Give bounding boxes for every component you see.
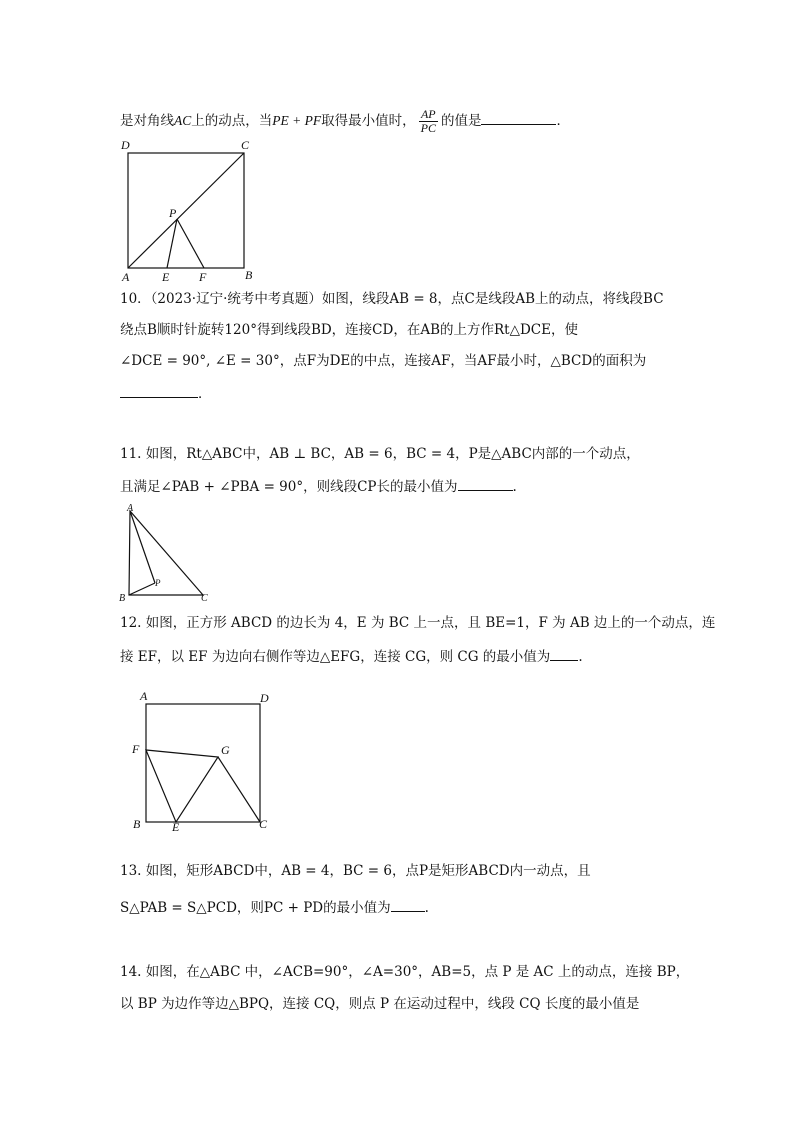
q12-text-end: . (578, 649, 583, 665)
q12-segment-cg (218, 757, 260, 822)
q12-label-f: F (132, 742, 140, 756)
q12-square (146, 704, 260, 822)
q9-diagonal (128, 153, 244, 268)
q9-text-post: 的值是 (440, 113, 482, 129)
q9-label-f: F (199, 270, 207, 284)
q9-diagonal-ac: AC (174, 113, 192, 128)
q11-label-b: B (119, 593, 126, 604)
q13-line-2-text: S△PAB = S△PCD，则PC + PD的最小值为 (120, 900, 391, 916)
q11-label-c: C (201, 593, 208, 604)
q10-line-3: ∠DCE = 90°, ∠E = 30°，点F为DE的中点，连接AF，当AF最小时，△BCD的面积为 (120, 353, 647, 369)
q9-square-figure (115, 135, 275, 285)
q11-line-2 (120, 476, 517, 497)
q13-line-1: 13. 如图，矩形ABCD中，AB = 4，BC = 6，点P是矩形ABCD内一动点，且 (120, 863, 591, 879)
q11-label-a: A (127, 503, 134, 514)
q11-line-1: 11. 如图，Rt△ABC中，AB ⊥ BC，AB = 6，BC = 4，P是△ABC内部的一个动点， (120, 446, 640, 462)
q14-line-2: 以 BP 为边作等边△BPQ，连接 CQ，则点 P 在运动过程中，线段 CQ 长度的最小值是 (120, 996, 640, 1012)
q9-text-mid1: 上的动点，当 (191, 113, 273, 129)
q12-line-2 (120, 646, 583, 667)
q11-segment-bp (129, 583, 155, 595)
q9-label-c: C (241, 138, 250, 152)
q9-text-end: ． (556, 113, 570, 129)
q9-text-mid2: 取得最小值时， (321, 113, 416, 129)
q12-line-2-text: 接 EF，以 EF 为边向右侧作等边△EFG，连接 CG，则 CG 的最小值为 (120, 649, 551, 665)
q9-fraction (419, 108, 438, 135)
q12-label-e: E (172, 820, 180, 834)
q13-answer-blank (391, 897, 425, 912)
q14-line-1: 14. 如图，在△ABC 中，∠ACB=90°，∠A=30°，AB=5，点 P 是 AC 上的动点，连接 BP， (120, 964, 690, 980)
q9-fraction-numerator: AP (419, 108, 438, 122)
q10-answer-line (120, 383, 212, 404)
q11-segment-ap (130, 511, 155, 583)
q9-label-d: D (121, 138, 130, 152)
q12-answer-blank (550, 646, 578, 661)
q9-segment-pf (177, 219, 204, 268)
q9-answer-blank (481, 110, 556, 125)
q12-label-g: G (221, 743, 230, 757)
q10-line-1: 10．（2023·辽宁·统考中考真题）如图，线段AB = 8，点C是线段AB上的动点，将线段BC (120, 291, 664, 307)
q10-answer-blank (120, 383, 198, 398)
q11-text-end: . (512, 479, 517, 495)
q10-line-2: 绕点B顺时针旋转120°得到线段BD，连接CD，在AB的上方作Rt△DCE，使 (120, 322, 578, 338)
q9-text-line (120, 108, 570, 135)
q9-label-a: A (122, 270, 130, 284)
q12-triangle-efg (146, 750, 218, 822)
q9-fraction-denominator: PC (420, 121, 436, 135)
q12-square-figure (130, 688, 280, 838)
q12-label-d: D (260, 691, 269, 705)
q13-line-2 (120, 897, 429, 918)
q10-text-end: ． (198, 386, 212, 402)
q9-label-b: B (245, 268, 253, 282)
q11-label-p: P (155, 578, 161, 588)
q12-label-c: C (259, 817, 268, 831)
q9-text-pre: 是对角线 (120, 113, 174, 129)
q13-text-end: . (424, 900, 429, 916)
q9-label-p: P (169, 206, 177, 220)
q9-label-e: E (162, 270, 170, 284)
q12-label-a: A (140, 689, 148, 703)
q9-expression: PE + PF (272, 113, 322, 128)
q12-label-b: B (133, 817, 141, 831)
q12-line-1: 12. 如图，正方形 ABCD 的边长为 4，E 为 BC 上一点，且 BE=1，F 为 AB 边上的一个动点，连 (120, 615, 716, 631)
q11-triangle (129, 511, 203, 595)
q11-triangle-figure (117, 503, 217, 603)
q9-segment-pe (167, 219, 177, 268)
q11-answer-blank (458, 476, 513, 491)
q11-line-2-text: 且满足∠PAB + ∠PBA = 90°，则线段CP长的最小值为 (120, 479, 458, 495)
